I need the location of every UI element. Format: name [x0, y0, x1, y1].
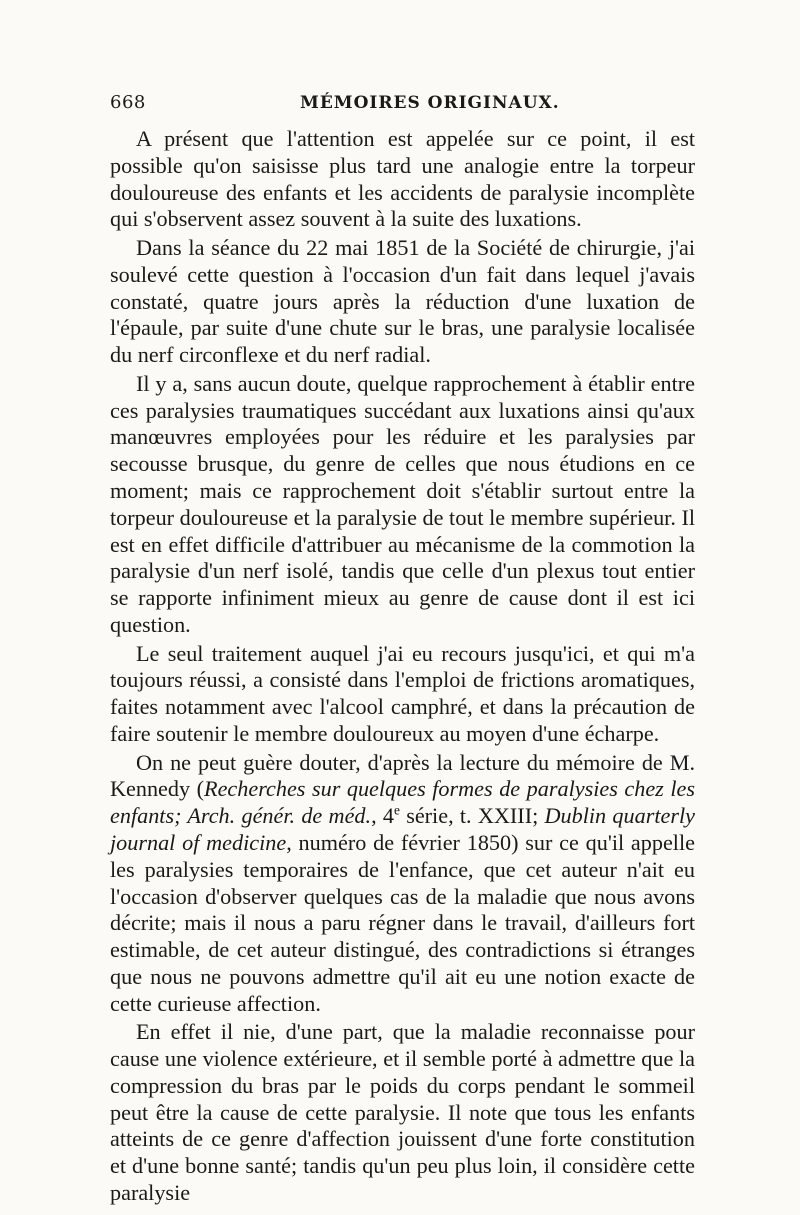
text-run: série, t. XXIII;	[399, 803, 545, 829]
paragraph: Le seul traitement auquel j'ai eu recours jusqu'ici, et qui m'a toujours réussi, a consisté dans l'emploi de frictions aromatiques, faites notamment avec l'alcool camphré, et dans la précaution de faire soutenir le membre douloureux au moyen d'une écharpe.	[110, 640, 695, 746]
page-header	[110, 92, 695, 126]
paragraph: En effet il nie, d'une part, que la maladie reconnaisse pour cause une violence extérieure, et il semble porté à admettre que la compression du bras par le poids du corps pendant le sommeil peut être la cause de cette paralysie. Il note que tous les enfants atteints de ce genre d'affection jouissent d'une forte constitution et d'une bonne santé; tandis qu'un peu plus loin, il considère cette paralysie	[110, 1019, 695, 1206]
journal-title: Dublin quarterly journal of medicine	[110, 803, 695, 855]
paragraph: Dans la séance du 22 mai 1851 de la Société de chirurgie, j'ai soulevé cette question à l'occasion d'un fait dans lequel j'avais constaté, quatre jours après la réduction d'une luxation de l'épaule, par suite d'une chute sur le bras, une paralysie localisée du nerf circonflexe et du nerf radial.	[110, 234, 695, 368]
text-run: , numéro de février 1850) sur ce qu'il appelle les paralysies temporaires de l'enfance, que cet auteur n'ait eu l'occasion d'observer quelques cas de la maladie que nous avons décrite; mais il nous a paru régner dans le travail, d'ailleurs fort estimable, de cet auteur distingué, des contradictions si étranges que nous ne pouvons admettre qu'il ait eu une notion exacte de cette curieuse affection.	[110, 829, 695, 1016]
citation-title: Recherches sur quelques formes de paralysies chez les enfants; Arch. génér. de méd.	[110, 776, 695, 829]
page-number: 668	[110, 92, 146, 113]
body-text	[110, 126, 695, 1207]
running-title: MÉMOIRES ORIGINAUX.	[300, 93, 560, 113]
text-run: , 4	[371, 803, 394, 829]
paragraph-with-citation	[110, 750, 695, 1018]
superscript: e	[394, 802, 400, 818]
paragraph: A présent que l'attention est appelée sur ce point, il est possible qu'on saisisse plus tard une analogie entre la torpeur douloureuse des enfants et les accidents de paralysie incomplète qui s'observent assez souvent à la suite des luxations.	[110, 126, 695, 232]
paragraph: Il y a, sans aucun doute, quelque rapprochement à établir entre ces paralysies traumatiques succédant aux luxations ainsi qu'aux manœuvres employées pour les réduire et les paralysies par secousse brusque, du genre de celles que nous étudions en ce moment; mais ce rapprochement doit s'établir surtout entre la torpeur douloureuse et la paralysie de tout le membre supérieur. Il est en effet difficile d'attribuer au mécanisme de la commotion la paralysie d'un nerf isolé, tandis que celle d'un plexus tout entier se rapporte infiniment mieux au genre de cause dont il est ici question.	[110, 370, 695, 637]
text-run: On ne peut guère douter, d'après la lecture du mémoire de M. Kennedy (	[110, 749, 695, 802]
